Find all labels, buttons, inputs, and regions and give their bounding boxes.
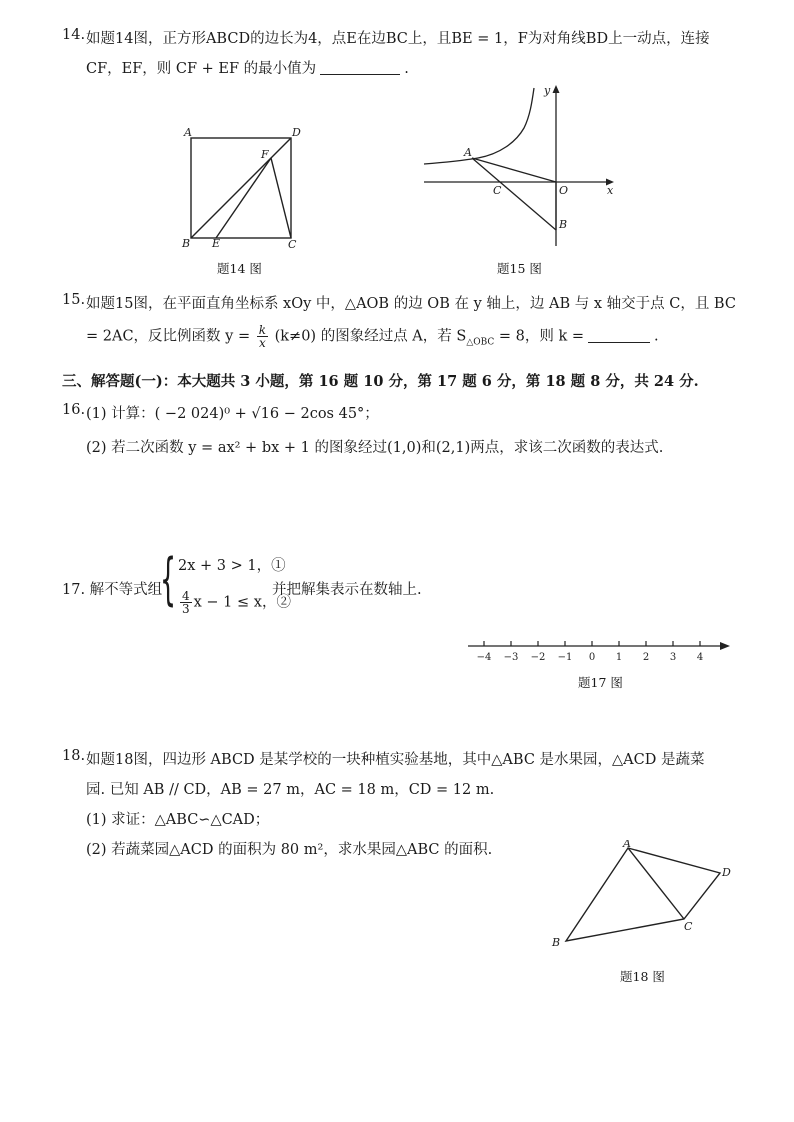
number-line-tick-label: 2: [642, 652, 650, 663]
q15-fraction: [257, 324, 268, 349]
q14-line2-text: CF，EF，则 CF + EF 的最小值为: [86, 61, 317, 77]
q17-inequality-1: 2x + 3 > 1，①: [178, 558, 286, 574]
q17-inequality-2-rest: x − 1 ≤ x，②: [193, 594, 291, 611]
segment-ef: [216, 158, 271, 238]
q14-line1: 如题14图，正方形ABCD的边长为4，点E在边BC上，且BE = 1，F为对角线BD上一动点，连接: [86, 31, 710, 47]
q15-answer-blank[interactable]: [588, 328, 650, 343]
q17-tail: 并把解集表示在数轴上.: [272, 582, 422, 598]
segment-ao: [472, 158, 556, 182]
number-line-tick-label: −3: [503, 652, 519, 663]
q18-part2: (2) 若蔬菜园△ACD 的面积为 80 m²，求水果园△ABC 的面积.: [86, 842, 493, 858]
diagonal-bd: [191, 138, 291, 238]
q15-line2-start: = 2AC，反比例函数 y =: [86, 328, 251, 345]
figure-15: [420, 80, 620, 250]
q15-line2-post: = 8，则 k =: [498, 328, 585, 345]
q15-subscript: △OBC: [466, 337, 495, 348]
label-b: B: [552, 936, 561, 949]
q18-number: 18.: [62, 748, 86, 764]
q16-part2: (2) 若二次函数 y = ax² + bx + 1 的图象经过(1,0)和(2,1)两点，求该二次函数的表达式.: [86, 440, 664, 456]
q15-line2-mid: (k≠0) 的图象经过点 A，若 S: [274, 328, 467, 345]
segment-cf: [271, 158, 291, 238]
number-line-tick-label: 4: [696, 652, 704, 663]
label-b: B: [182, 237, 191, 250]
q14-line2: [86, 57, 409, 78]
figure-15-caption: 题15 图: [497, 261, 542, 276]
label-y: y: [544, 84, 551, 97]
number-line: [462, 636, 734, 666]
figure-17-caption: 题17 图: [578, 675, 623, 690]
label-d: D: [722, 866, 731, 879]
q14-number: 14.: [62, 27, 86, 43]
q18-line1: 如题18图，四边形 ABCD 是某学校的一块种植实验基地，其中△ABC 是水果园，△ACD 是蔬菜: [86, 752, 705, 768]
figure-14: [178, 122, 308, 250]
q15-line2-end: .: [654, 328, 659, 345]
q17-fraction: [180, 590, 192, 615]
diagonal-ac: [628, 848, 684, 919]
number-line-tick-label: −1: [557, 652, 573, 663]
label-a: A: [464, 146, 472, 159]
fraction-denominator: x: [258, 336, 266, 350]
number-line-tick-label: 3: [669, 652, 677, 663]
figure-18-caption: 题18 图: [620, 969, 665, 984]
label-f: F: [261, 148, 269, 161]
label-d: D: [292, 126, 301, 139]
q17-label: 17. 解不等式组: [62, 582, 163, 598]
label-c: C: [684, 920, 693, 933]
number-line-tick-label: 0: [588, 652, 596, 663]
label-x: x: [607, 184, 614, 197]
hyperbola-curve: [424, 88, 534, 164]
q16-part1: (1) 计算：( −2 024)⁰ + √16 − 2cos 45°；: [86, 406, 379, 422]
label-c: C: [288, 238, 297, 250]
label-o: O: [559, 184, 569, 197]
q14-line2-end: .: [404, 61, 409, 77]
q16-number: 16.: [62, 402, 86, 418]
number-line-tick-label: −2: [530, 652, 546, 663]
q15-line1: 如题15图，在平面直角坐标系 xOy 中，△AOB 的边 OB 在 y 轴上，边 AB 与 x 轴交于点 C，且 BC: [86, 296, 736, 312]
figure-18: [548, 840, 738, 955]
number-line-tick-label: −4: [476, 652, 492, 663]
segment-ab: [472, 158, 556, 230]
fraction-denominator: 3: [182, 602, 190, 616]
q15-line2: [86, 324, 659, 349]
label-b: B: [559, 218, 568, 231]
label-e: E: [212, 237, 221, 250]
q14-answer-blank[interactable]: [320, 60, 400, 75]
label-c: C: [493, 184, 502, 197]
quadrilateral-abcd: [566, 848, 720, 941]
fraction-numerator: 4: [182, 589, 190, 603]
figure-14-caption: 题14 图: [217, 261, 262, 276]
section-3-heading: 三、解答题(一)：本大题共 3 小题，第 16 题 10 分，第 17 题 6 分，第 18 题 8 分，共 24 分.: [62, 373, 699, 390]
q18-part1: (1) 求证：△ABC∽△CAD；: [86, 812, 270, 828]
number-line-tick-label: 1: [615, 652, 623, 663]
q18-line2: 园. 已知 AB // CD，AB = 27 m，AC = 18 m，CD = 12 m.: [86, 782, 495, 798]
label-a: A: [184, 126, 192, 139]
fraction-numerator: k: [258, 323, 266, 337]
q15-number: 15.: [62, 292, 86, 308]
q17-brace: {: [160, 547, 177, 612]
label-a: A: [623, 840, 631, 850]
